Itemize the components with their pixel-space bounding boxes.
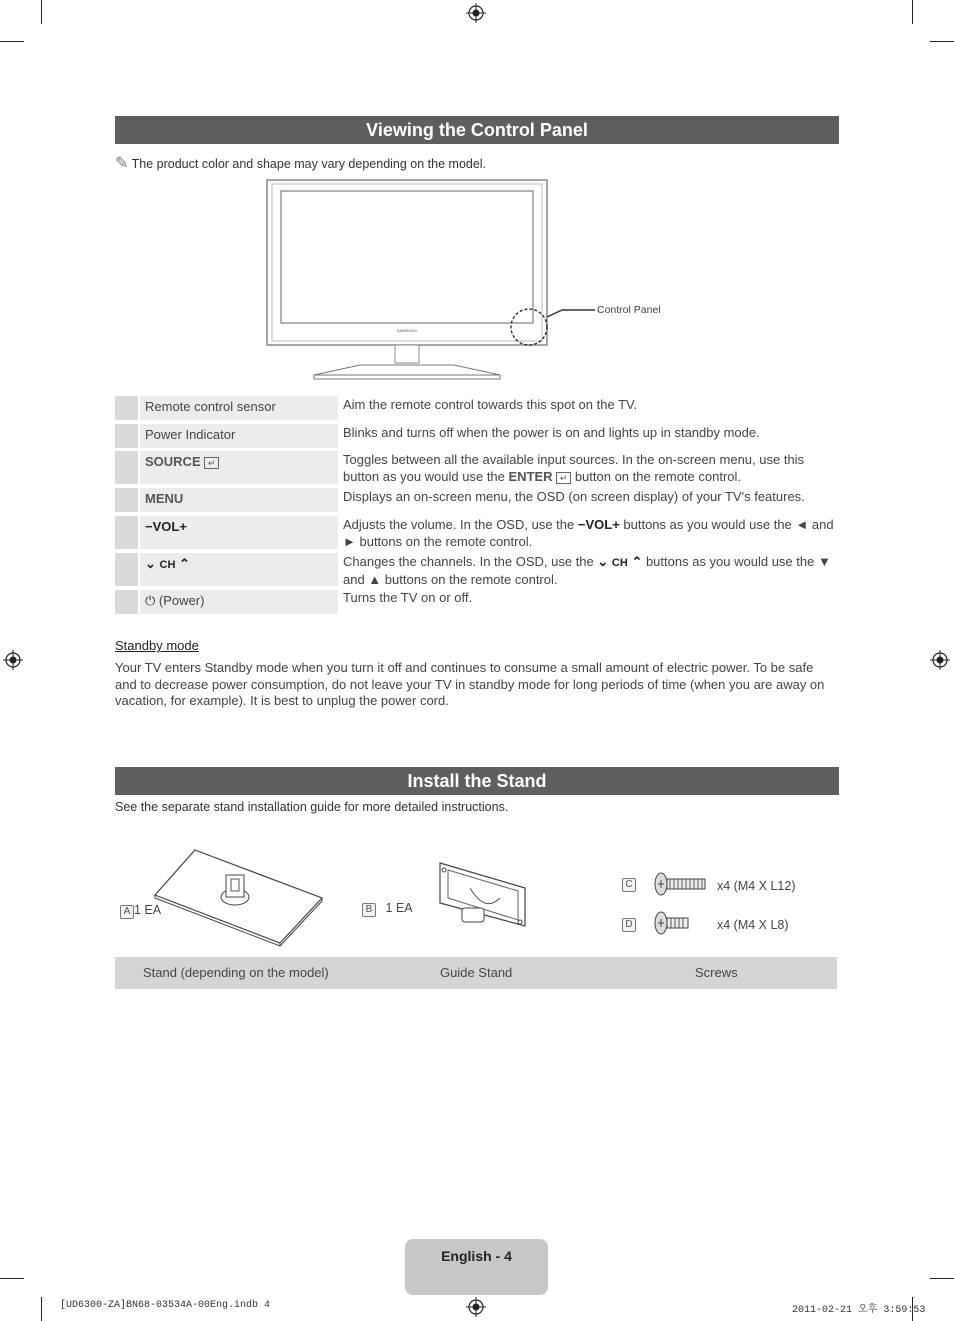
control-panel-callout: Control Panel <box>597 304 661 316</box>
guide-stand-illustration <box>430 858 535 933</box>
crop-mark <box>930 41 954 42</box>
crop-mark <box>0 41 24 42</box>
control-name-power <box>140 590 338 614</box>
plus-icon: + <box>612 517 620 532</box>
control-desc <box>343 554 838 588</box>
control-desc: Displays an on-screen menu, the OSD (on screen display) of your TV's features. <box>343 489 805 504</box>
chevron-up-icon: ⌃ <box>631 554 643 569</box>
part-b-label <box>362 901 413 917</box>
control-name-menu: MENU <box>140 488 338 512</box>
footer-date: 2011-02-21 오후 3:59:53 <box>792 1305 926 1316</box>
part-letter: C <box>622 878 636 892</box>
screw-long-icon <box>654 871 709 897</box>
source-label: SOURCE <box>145 454 201 469</box>
plus-icon: + <box>179 519 187 534</box>
desc-text: Toggles between all the available input sources. In the on-screen menu, use this button as you would use the <box>343 452 805 484</box>
vol-label: VOL <box>585 517 613 532</box>
chevron-down-icon: ⌄ <box>597 554 609 569</box>
page-number-tab: English - 4 <box>405 1239 548 1295</box>
source-enter-icon: ↵ <box>204 457 219 469</box>
power-icon: ⏻ <box>145 593 156 608</box>
note-text: The product color and shape may vary depending on the model. <box>131 157 487 171</box>
chevron-down-icon: ⌄ <box>145 556 156 571</box>
standby-text: Your TV enters Standby mode when you turn it off and continues to consume a small amount of electric power. To be safe and to decrease power consumption, do not leave your TV in standby mode for long periods of time (when you are away on vacation, for example). It is best to unplug the power cord. <box>115 660 825 708</box>
ch-label: CH <box>611 557 628 569</box>
minus-icon: − <box>145 519 153 534</box>
stand-note: See the separate stand installation guide for more detailed instructions. <box>115 800 509 814</box>
standby-heading: Standby mode <box>115 638 199 653</box>
vol-label: VOL <box>152 519 180 534</box>
tv-illustration <box>262 175 682 385</box>
desc-text: button on the remote control. <box>571 468 742 484</box>
desc-text: buttons as you would use the ◄ and ► buttons on the remote control. <box>343 517 834 549</box>
part-qty: 1 EA <box>134 903 162 917</box>
crop-mark <box>0 1278 24 1279</box>
part-c-letter <box>622 876 636 892</box>
row-marker <box>115 396 138 420</box>
control-name-volume <box>140 516 338 549</box>
crop-mark <box>41 1297 42 1321</box>
desc-text: buttons as you would use the ▼ and ▲ buttons on the remote control. <box>343 554 831 587</box>
control-name: Remote control sensor <box>140 396 338 420</box>
part-letter: A <box>120 905 134 919</box>
section-title-install-stand: Install the Stand <box>115 767 839 795</box>
chevron-up-icon: ⌃ <box>179 556 190 571</box>
ch-label: CH <box>159 559 176 571</box>
stand-illustration <box>150 845 330 950</box>
control-name: Power Indicator <box>140 424 338 448</box>
part-letter: B <box>362 903 376 917</box>
control-desc: Aim the remote control towards this spot on the TV. <box>343 397 638 412</box>
part-qty: 1 EA <box>385 901 413 915</box>
row-marker <box>115 451 138 484</box>
screw-short-icon <box>654 910 694 936</box>
enter-label: ENTER <box>508 468 553 484</box>
crop-mark <box>930 1278 954 1279</box>
control-name-channel <box>140 553 338 586</box>
note-line <box>115 153 486 173</box>
row-marker <box>115 488 138 512</box>
registration-mark-icon <box>3 650 23 670</box>
crop-mark <box>41 0 42 24</box>
tv-brand-text: SAMSUNG <box>396 328 418 333</box>
caption-stand: Stand (depending on the model) <box>143 965 329 980</box>
pencil-note-icon: ✎ <box>115 155 129 172</box>
part-d-qty: x4 (M4 X L8) <box>717 918 789 932</box>
part-d-letter <box>622 916 636 932</box>
caption-guide-stand: Guide Stand <box>440 965 513 980</box>
part-c-qty: x4 (M4 X L12) <box>717 879 796 893</box>
section-title-control-panel: Viewing the Control Panel <box>115 116 839 144</box>
row-marker <box>115 590 138 614</box>
power-label: (Power) <box>158 593 205 608</box>
control-desc: Blinks and turns off when the power is on and lights up in standby mode. <box>343 425 760 440</box>
footer-file: [UD6300-ZA]BN68-03534A-00Eng.indb 4 <box>60 1300 271 1311</box>
registration-mark-icon <box>930 650 950 670</box>
row-marker <box>115 424 138 448</box>
registration-mark-icon <box>466 1297 486 1317</box>
row-marker <box>115 553 138 586</box>
control-desc: Turns the TV on or off. <box>343 590 473 605</box>
registration-mark-icon <box>466 3 486 23</box>
control-desc <box>343 452 838 485</box>
desc-text: Adjusts the volume. In the OSD, use the <box>343 517 578 532</box>
control-name-source <box>140 451 338 484</box>
row-marker <box>115 516 138 549</box>
part-letter: D <box>622 918 636 932</box>
control-desc <box>343 517 838 550</box>
minus-icon: − <box>577 517 586 532</box>
enter-icon: ↵ <box>556 472 571 484</box>
caption-screws: Screws <box>695 965 738 980</box>
desc-text: Changes the channels. In the OSD, use the <box>343 554 598 569</box>
crop-mark <box>912 0 913 24</box>
